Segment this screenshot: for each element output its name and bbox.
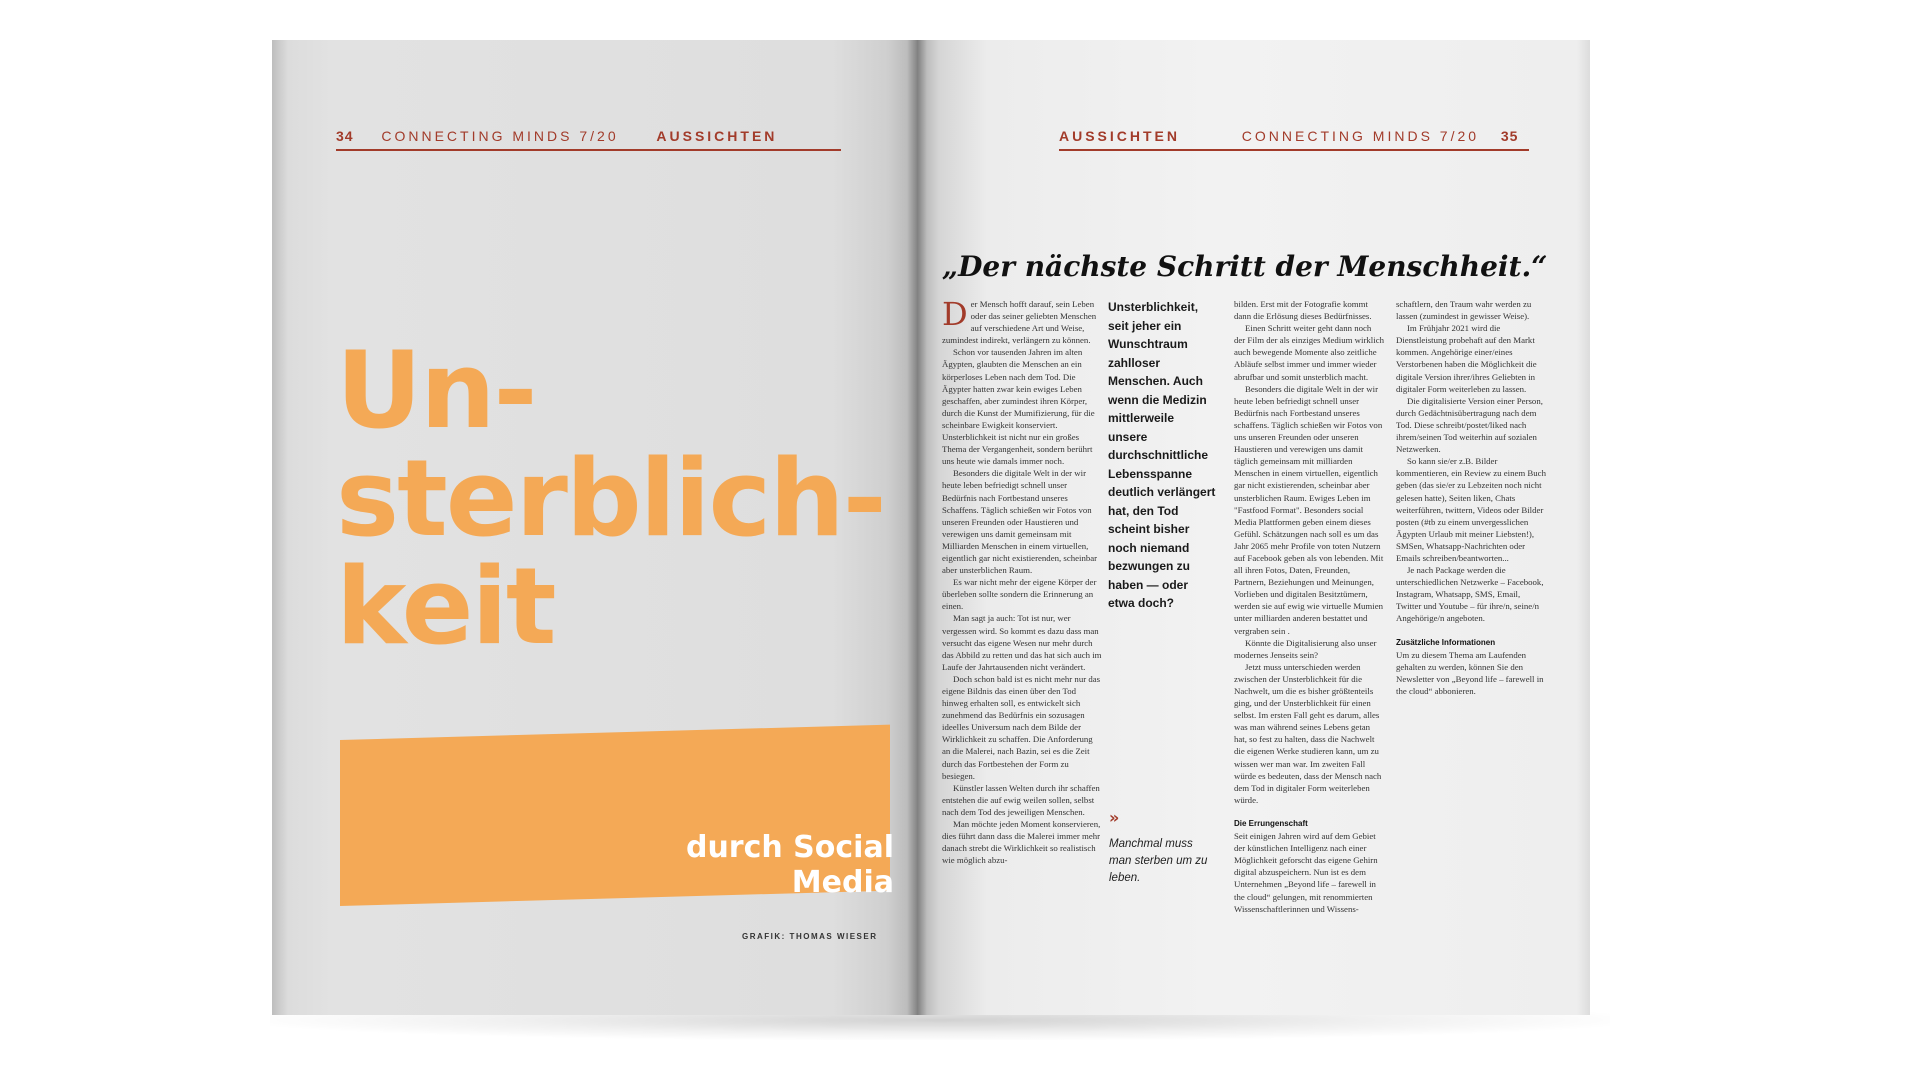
intro-paragraph (942, 295, 1102, 346)
body-paragraph: Besonders die digitale Welt in der wir heute leben befriedigt schnell unser Bedürfnis nach Fortbestand unseres schaffens. Täglich schießen wir Fotos von uns unseren Freunden oder unseren Haustieren und verewigen uns damit täglich gemeinsam mit milliarden Menschen in einem virtuellen, eigentlich gar nicht existierenden, scheinbar aber unsterblichen Raum. Ewiges Leben im "Fastfood Format". Besonders social Media Plattformen geben einem dieses Gefühl. Schätzungen nach soll es um das Jahr 2065 mehr Profile von toten Nutzern auf Facebook geben als von lebenden. Mit all ihren Fotos, Daten, Freunden, Partnern, Beziehungen und Meinungen, Vorlieben und digitalen Besitztümern, werden sie auf ewig wie virtuelle Mumien unter milliarden anderen bestattet und vergraben sein . (1234, 383, 1384, 636)
body-paragraph: Es war nicht mehr der eigene Körper der überleben sollte sondern die Erinnerung an einen. (942, 577, 1097, 612)
left-header-rule (336, 149, 841, 151)
right-magazine-name: CONNECTING MINDS 7/20 (1241, 128, 1480, 144)
intro-text: er Mensch hofft darauf, sein Leben oder das seiner geliebten Menschen auf verschiedene Art und Weise, zumindest indirekt, verlängern zu können. (942, 299, 1097, 346)
right-running-header (1059, 128, 1518, 144)
body-paragraph: Schon vor tausenden Jahren im alten Ägypten, glaubten die Menschen an ein körperloses Leben nach dem Tod. Die Ägypter hatten zwar kein ewiges Leben geschaffen, aber zumindest ihren Körper, durch die Kunst der Mumifizierung, für die scheinbare Ewigkeit konserviert. Unsterblichkeit ist nicht nur ein großes Thema der Vergangenheit, sondern berührt uns heute wie damals immer noch. (942, 347, 1095, 467)
spine-gutter (907, 40, 927, 1015)
text-column-1 (942, 295, 1102, 866)
body-paragraph: Könnte die Digitalisierung also unser modernes Jenseits sein? (1234, 637, 1377, 660)
drop-cap: D (942, 295, 968, 333)
right-header-rule (1059, 149, 1529, 151)
body-paragraph: schaftlern, den Traum wahr werden zu lassen (zumindest in gewisser Weise). (1396, 299, 1532, 322)
quote-marks-icon: » (1109, 808, 1120, 827)
left-running-header (336, 128, 777, 144)
body-paragraph: Seit einigen Jahren wird auf dem Gebiet der künstlichen Intelligenz nach einer Möglichkeit geforscht das eigene Gehirn digital abzuspeichern. Nun ist es dem Unternehmen „Beyond life – farewell in the cloud“ gelungen, mit renommierten Wissenschaftlerinnen und Wissens- (1234, 831, 1378, 914)
body-paragraph: Einen Schritt weiter geht dann noch der Film der als einziges Medium wirklich auch bewegende Momente also zeitliche Abläufe selbst immer und immer wieder abrufbar und somit unsterblich macht. (1234, 323, 1385, 382)
body-paragraph: Im Frühjahr 2021 wird die Dienstleistung probehaft auf den Markt kommen. Angehörige einer/eines Verstorbenen haben die Möglichkeit die digitale Version ihrer/ihres Geliebten in digitaler Form weiterleben zu lassen. (1396, 323, 1537, 394)
pull-quote: Unsterblichkeit, seit jeher ein Wunschtraum zahlloser Menschen. Auch wenn die Medizin mittlerweile unsere durchschnittliche Lebensspanne deutlich verlängert hat, den Tod scheint bisher noch niemand bezwungen zu haben — oder etwa doch? (1108, 300, 1216, 610)
graphic-credit: GRAFIK: THOMAS WIESER (742, 932, 878, 941)
margin-quote: Manchmal muss man sterben um zu leben. (1109, 838, 1208, 884)
subheading: Die Errungenschaft (1234, 818, 1308, 828)
body-paragraph: Doch schon bald ist es nicht mehr nur das eigene Bildnis das einen über den Tod hinweg erhalten soll, es entwickelt sich zunehmend das Bedürfnis ein sozusagen ideelles Universum nach dem Bilde der Wirklichkeit zu schaffen. Die Anforderung an die Malerei, nach Bazin, sei es die Zeit durch das Fortbestehen der Form zu besiegen. (942, 673, 1101, 781)
title-line: Un- (336, 329, 536, 452)
right-page-number: 35 (1500, 128, 1519, 144)
left-section-name: AUSSICHTEN (656, 128, 778, 144)
text-column-4 (1396, 298, 1546, 697)
body-paragraph: So kann sie/er z.B. Bilder kommentieren, ein Review zu einem Buch geben (das sie/er zu Lebzeiten noch nicht gelesen hatte), Seiten liken, Chats weiterführen, twittern, Videos oder Bilder posten (#tb zu einem unvergesslichen Ägypten Urlaub mit meiner Liebsten!), SMSen, Whatsapp-Nachrichten oder Emails schreiben/beantworten... (1396, 456, 1546, 563)
subheading: Zusätzliche Informationen (1396, 637, 1496, 647)
article-subtitle: durch Social Media (685, 830, 894, 900)
body-paragraph: Um zu diesem Thema am Laufenden gehalten zu werden, können Sie den Newsletter von „Beyond life – farewell in the cloud“ abbonieren. (1396, 649, 1544, 696)
article-headline: „Der nächste Schritt der Menschheit.“ (942, 250, 1548, 283)
article-title (336, 329, 917, 668)
body-paragraph: Man möchte jeden Moment konservieren, dies führt dann dass die Malerei immer mehr danach strebt die Wirklichkeit so realistisch wie möglich abzu- (942, 819, 1101, 866)
body-paragraph: Besonders die digitale Welt in der wir heute leben befriedigt schnell unser Bedürfnis nach Fortbestand unseres Schaffens. Täglich schießen wir Fotos von unseren Freunden oder Haustieren und verewigen uns damit gemeinsam mit Milliarden Menschen in einem virtuellen, eigentlich gar nicht existierenden, scheinbar aber unsterblichen Raum. (942, 468, 1098, 576)
body-paragraph: Je nach Package werden die unterschiedlichen Netzwerke – Facebook, Instagram, Whatsapp, SMS, Email, Twitter und Youtube – für ihre/n, seine/n Angehörige/n angeboten. (1396, 565, 1544, 624)
body-paragraph: Die digitalisierte Version einer Person, durch Gedächtnisübertragung nach dem Tod. Diese schreibt/postet/liked nach ihrem/seinen Tod weiterhin auf sozialen Netzwerken. (1396, 395, 1543, 455)
left-page (272, 40, 917, 1015)
body-paragraph: Künstler lassen Welten durch ihr schaffen entstehen die auf ewig weilen sollen, selbst nach dem Tod des jeweiligen Menschen. (942, 782, 1100, 817)
body-paragraph: Man sagt ja auch: Tot ist nur, wer vergessen wird. So kommt es dazu dass man versucht das eigene Wesen nur mehr durch das Abbild zu retten und das hat sich auch im Laufe der Jahrtausenden nicht verändert. (942, 613, 1102, 672)
body-paragraph: bilden. Erst mit der Fotografie kommt dann die Erlösung dieses Bedürfnisses. (1234, 299, 1372, 322)
right-page (917, 40, 1590, 1015)
right-section-name: AUSSICHTEN (1059, 128, 1181, 144)
body-paragraph: Jetzt muss unterschieden werden zwischen der Unsterblichkeit für die Nachwelt, um die es bisher größtenteils ging, und der Unsterblichkeit für einen selbst. Im ersten Fall geht es darum, alles was man während seines Lebens getan hat, so fest zu halten, dass die Nachwelt die eigenen Werke studieren kann, um zu wissen wer man war. Im zweiten Fall würde es bedeuten, dass der Mensch nach dem Tod in digitaler Form weiterleben würde. (1234, 661, 1382, 805)
left-magazine-name: CONNECTING MINDS 7/20 (381, 128, 619, 144)
title-line: sterblich- (336, 437, 885, 560)
title-line: keit (336, 545, 555, 668)
text-column-3 (1234, 298, 1384, 915)
left-page-number: 34 (336, 128, 354, 144)
